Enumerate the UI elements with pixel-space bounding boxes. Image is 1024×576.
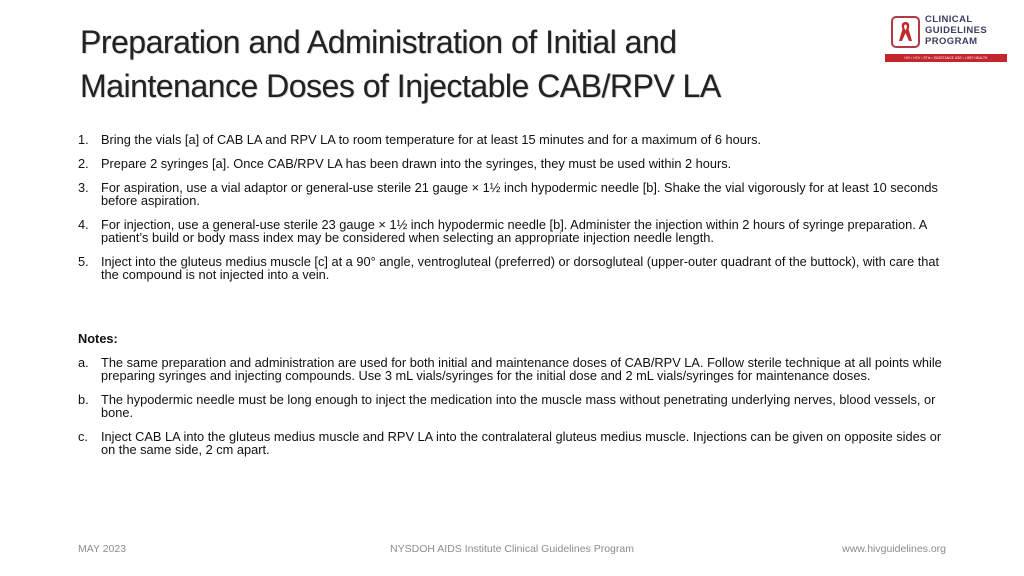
note-text: Inject CAB LA into the gluteus medius muscle and RPV LA into the contralateral gluteus medius muscle. Injections can be given on opposite sides or on the same side, 2 cm apart. [101, 429, 942, 457]
slide-title [80, 20, 860, 108]
step-number: 2. [78, 156, 89, 171]
note-text: The same preparation and administration are used for both initial and maintenance doses of CAB/RPV LA. Follow sterile technique at all points while preparing syringes and injecting compounds. Use 3 mL vials/syringes for the initial dose and 2 mL vials/syringes for maintenance doses. [101, 355, 942, 383]
clinical-guidelines-program-logo [885, 14, 1007, 64]
footer-website-link[interactable]: www.hivguidelines.org [842, 543, 946, 555]
steps-list [78, 133, 958, 292]
step-item [78, 181, 958, 207]
logo-line-1: CLINICAL [925, 14, 973, 25]
logo-wordmark [925, 14, 987, 47]
note-letter: b. [78, 392, 89, 407]
step-item [78, 157, 958, 170]
step-number: 5. [78, 254, 89, 269]
notes-heading: Notes: [78, 331, 118, 346]
footer-program-name: NYSDOH AIDS Institute Clinical Guidelines Program [390, 543, 634, 555]
slide-title-line-1: Preparation and Administration of Initial and [80, 24, 677, 60]
note-item [78, 356, 958, 382]
logo-line-3: PROGRAM [925, 36, 978, 47]
notes-list [78, 356, 958, 467]
step-text: Inject into the gluteus medius muscle [c] at a 90° angle, ventrogluteal (preferred) or dorsogluteal (upper-outer quadrant of the buttock), with care that the compound is not injected into a vein. [101, 254, 940, 282]
step-text: Bring the vials [a] of CAB LA and RPV LA to room temperature for at least 15 minutes and for a maximum of 6 hours. [101, 132, 762, 147]
footer-date: MAY 2023 [78, 543, 127, 555]
note-item [78, 430, 958, 456]
step-item [78, 133, 958, 146]
step-number: 4. [78, 217, 89, 232]
step-text: For aspiration, use a vial adaptor or general-use sterile 21 gauge × 1½ inch hypodermic needle [b]. Shake the vial vigorously for at least 10 seconds before aspiration. [101, 180, 938, 208]
note-item [78, 393, 958, 419]
step-text: Prepare 2 syringes [a]. Once CAB/RPV LA has been drawn into the syringes, they must be used within 2 hours. [101, 156, 732, 171]
note-letter: a. [78, 355, 89, 370]
step-item [78, 218, 958, 244]
step-number: 1. [78, 132, 89, 147]
logo-tagline-bar: HIV • HCV • STIs • SUBSTANCE USE • LGBT HEALTH [885, 54, 1007, 62]
logo-line-2: GUIDELINES [925, 25, 988, 36]
slide-title-line-2: Maintenance Doses of Injectable CAB/RPV LA [80, 68, 721, 104]
step-text: For injection, use a general-use sterile 23 gauge × 1½ inch hypodermic needle [b]. Administer the injection within 2 hours of syringe preparation. A patient’s build or body mass index may be considered when selecting an appropriate injection needle length. [101, 217, 927, 245]
note-letter: c. [78, 429, 88, 444]
step-item [78, 255, 958, 281]
step-number: 3. [78, 180, 89, 195]
awareness-ribbon-icon [891, 16, 920, 48]
note-text: The hypodermic needle must be long enough to inject the medication into the muscle mass without penetrating underlying nerves, blood vessels, or bone. [101, 392, 936, 420]
